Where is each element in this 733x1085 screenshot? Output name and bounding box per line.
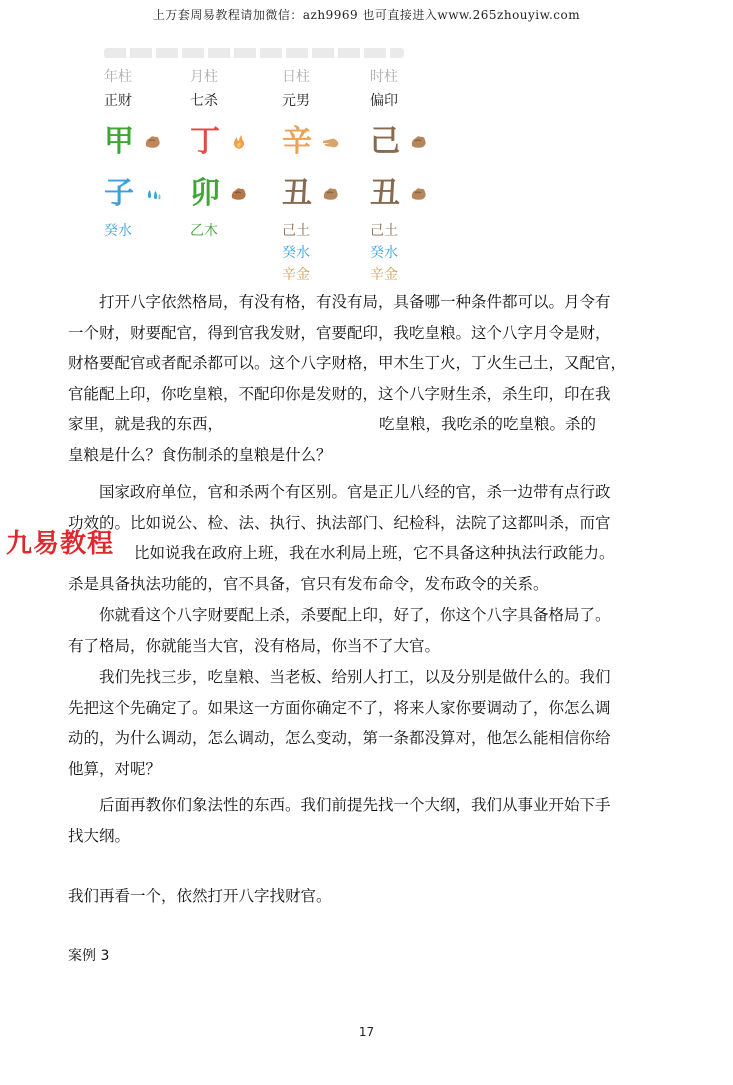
- text-line: 官能配上印，你吃皇粮，不配印你是发财的，这个八字财生杀，杀生印，印在我: [68, 384, 611, 403]
- text-line: 你就看这个八字财要配上杀，杀要配上印，好了，你这个八字具备格局了。: [99, 606, 611, 624]
- hidden-stem: 癸水: [282, 245, 310, 261]
- text-line: 我们先找三步，吃皇粮、当老板、给别人打工，以及分别是做什么的。我们: [99, 668, 611, 686]
- flame-icon: [229, 132, 249, 152]
- watermark-logo: 九易教程: [6, 529, 115, 559]
- cropped-caption-line: [104, 48, 404, 58]
- page-number: 17: [358, 1025, 375, 1039]
- ten-god-label: 元男: [282, 93, 310, 109]
- hand-icon: [409, 184, 429, 204]
- paragraph-4: [68, 662, 640, 784]
- earthly-branch: 卯: [190, 176, 220, 211]
- heavenly-stem: 丁: [190, 124, 220, 159]
- text-line: 皇粮是什么？食伤制杀的皇粮是什么？: [68, 445, 332, 464]
- hidden-stems: [190, 220, 260, 242]
- case-label: 案例 3: [68, 948, 110, 964]
- hidden-stem: 辛金: [282, 267, 310, 283]
- hidden-stems: [370, 220, 440, 286]
- hidden-stem: 辛金: [370, 267, 398, 283]
- earthly-branch: 子: [104, 176, 134, 211]
- earthly-branch: 丑: [282, 176, 312, 211]
- text-line: 动的，为什么调动，怎么调动，怎么变动，第一条都没算对，他怎么能相信你给: [68, 729, 611, 747]
- paragraph-2: [68, 477, 640, 599]
- earthly-branch: 丑: [370, 176, 400, 211]
- pillar-title: 月柱: [190, 69, 218, 85]
- text-line: [68, 409, 640, 440]
- text-line: 杀是具备执法功能的，官不具备，官只有发布命令，发布政令的关系。: [68, 574, 549, 593]
- pillar-title: 日柱: [282, 69, 310, 85]
- bazi-chart: [86, 46, 446, 283]
- paragraph-3: [68, 600, 640, 661]
- hidden-stem: 乙木: [190, 223, 218, 239]
- pillar-hour: [370, 66, 440, 286]
- hidden-stem: 癸水: [370, 245, 398, 261]
- water-drops-icon: [143, 184, 163, 204]
- pillar-day: [282, 66, 352, 286]
- hand-icon: [143, 132, 163, 152]
- text-line: 功效的。比如说公、检、法、执行、执法部门、纪检科，法院了这都叫杀，而官: [68, 513, 611, 532]
- pillar-year: [104, 66, 174, 242]
- text-line: 国家政府单位，官和杀两个有区别。官是正儿八经的官，杀一边带有点行政: [99, 483, 611, 501]
- text-line: 有了格局，你就能当大官，没有格局，你当不了大官。: [68, 636, 441, 655]
- pillar-month: [190, 66, 260, 242]
- closing-line: 我们再看一个，依然打开八字找财官。: [68, 887, 332, 905]
- pointing-hand-icon: [321, 132, 341, 152]
- text-line: 先把这个先确定了。如果这一方面你确定不了，将来人家你要调动了，你怎么调: [68, 698, 611, 717]
- hand-icon: [229, 184, 249, 204]
- ten-god-label: 偏印: [370, 93, 398, 109]
- text-line: 比如说我在政府上班，我在水利局上班，它不具备这种执法行政能力。: [134, 544, 615, 562]
- hidden-stem: 己土: [282, 223, 310, 239]
- pillar-title: 年柱: [104, 69, 132, 85]
- heavenly-stem: 辛: [282, 124, 312, 159]
- text-segment: 家里，就是我的东西，: [68, 415, 224, 433]
- ten-god-label: 七杀: [190, 93, 218, 109]
- hand-icon: [321, 184, 341, 204]
- hand-icon: [409, 132, 429, 152]
- text-line: 找大纲。: [68, 826, 131, 845]
- text-line: 打开八字依然格局，有没有格，有没有局，具备哪一种条件都可以。月令有: [99, 293, 611, 311]
- text-line: 后面再教你们象法性的东西。我们前提先找一个大纲，我们从事业开始下手: [99, 796, 611, 814]
- hidden-stem: 癸水: [104, 223, 132, 239]
- hidden-stems: [104, 220, 174, 242]
- pillar-title: 时柱: [370, 69, 398, 85]
- ten-god-label: 正财: [104, 93, 132, 109]
- text-segment: 吃皇粮，我吃杀的吃皇粮。杀的: [379, 415, 597, 433]
- redacted-gap: [223, 418, 341, 432]
- hidden-stems: [282, 220, 352, 286]
- text-line: 一个财，财要配官，得到官我发财，官要配印，我吃皇粮。这个八字月令是财，: [68, 323, 611, 342]
- text-line: 他算，对呢？: [68, 759, 162, 778]
- heavenly-stem: 己: [370, 124, 400, 159]
- page-header: 上万套周易教程请加微信：azh9969 也可直接进入www.265zhouyiw.com: [152, 8, 581, 22]
- text-line: 财格要配官或者配杀都可以。这个八字财格，甲木生丁火，丁火生己土，又配官，: [68, 354, 627, 372]
- paragraph-5: [68, 790, 640, 851]
- paragraph-1: [68, 287, 640, 470]
- hidden-stem: 己土: [370, 223, 398, 239]
- heavenly-stem: 甲: [104, 124, 134, 159]
